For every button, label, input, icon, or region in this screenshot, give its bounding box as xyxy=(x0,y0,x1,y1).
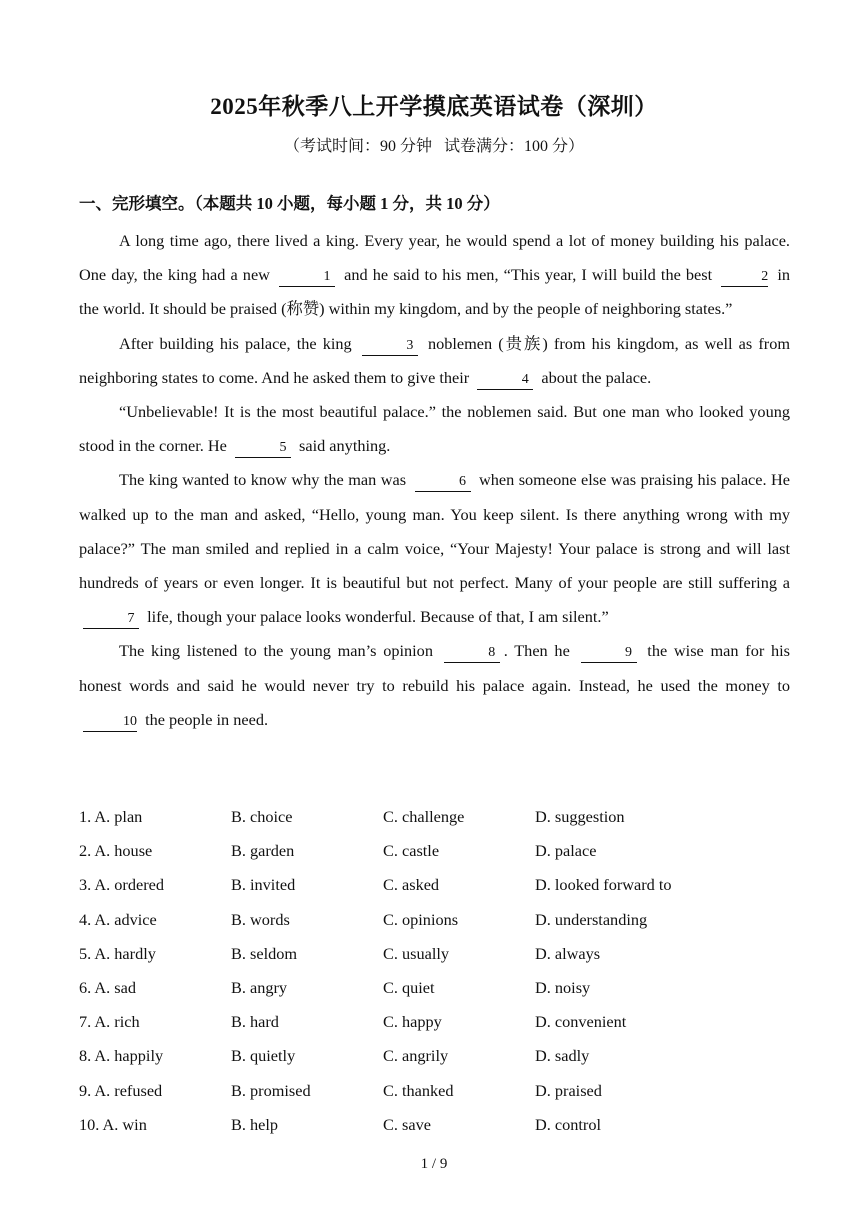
option-a: 9. A. refused xyxy=(79,1080,163,1100)
option-d: D. control xyxy=(535,1114,602,1134)
blank-1: 1 xyxy=(279,268,335,287)
text: about the palace. xyxy=(541,367,652,387)
option-b: B. promised xyxy=(231,1080,311,1100)
option-row-4 xyxy=(79,903,790,937)
option-a: 5. A. hardly xyxy=(79,943,156,963)
blank-8: 8 xyxy=(444,644,500,663)
option-row-6 xyxy=(79,971,790,1005)
option-d: D. always xyxy=(535,943,601,963)
text: . Then he xyxy=(503,641,570,661)
text: A long time ago, there lived a king. Every year, he would spend a lot of money building his palace. One day, the king had a new xyxy=(79,231,790,285)
section-heading: 一、完形填空。（本题共 10 小题，每小题 1 分，共 10 分） xyxy=(79,194,500,213)
option-row-10 xyxy=(79,1108,790,1142)
option-row-1 xyxy=(79,800,790,834)
blank-10: 10 xyxy=(83,713,137,732)
exam-title: 2025年秋季八上开学摸底英语试卷（深圳） xyxy=(210,94,658,119)
option-c: C. opinions xyxy=(383,909,459,929)
text: when someone else was praising his palace. He walked up to the man and asked, “Hello, young man. You keep silent. Is there anything wrong with my palace?” The man smiled and replied in a calm voice, “Your Majesty! Your palace is strong and will last hundreds of years or even longer. It is beautiful but not perfect. Many of your people are still suffering a xyxy=(79,470,791,593)
cloze-passage xyxy=(79,224,790,737)
option-row-2 xyxy=(79,834,790,868)
option-d: D. noisy xyxy=(535,977,591,997)
text: said anything. xyxy=(299,436,391,456)
option-d: D. praised xyxy=(535,1080,602,1100)
option-d: D. looked forward to xyxy=(535,875,672,895)
text: in the world. It should be praised (称赞) within my kingdom, and by the people of neighboring states.” xyxy=(79,265,791,319)
option-c: C. angrily xyxy=(383,1046,449,1066)
option-row-7 xyxy=(79,1005,790,1039)
option-c: C. usually xyxy=(383,943,450,963)
option-d: D. suggestion xyxy=(535,807,625,826)
option-c: C. asked xyxy=(383,875,440,895)
text: the wise man for his honest words and said he would never try to rebuild his palace again. Instead, he used the money to xyxy=(79,641,790,695)
text: and he said to his men, “This year, I will build the best xyxy=(344,265,713,285)
option-d: D. convenient xyxy=(535,1012,627,1032)
blank-9: 9 xyxy=(581,644,637,663)
exam-info xyxy=(0,133,868,156)
blank-3: 3 xyxy=(362,337,418,356)
paragraph-4 xyxy=(79,463,790,634)
option-b: B. seldom xyxy=(231,943,298,963)
option-b: B. invited xyxy=(231,875,296,895)
option-a: 3. A. ordered xyxy=(79,875,164,895)
page-number: 1 / 9 xyxy=(420,1156,448,1172)
blank-6: 6 xyxy=(415,473,471,492)
option-a: 6. A. sad xyxy=(79,977,136,997)
option-row-3 xyxy=(79,868,790,902)
option-b: B. words xyxy=(231,909,290,929)
option-a: 2. A. house xyxy=(79,841,153,861)
exam-score: 试卷满分：100 分） xyxy=(444,138,585,155)
option-a: 4. A. advice xyxy=(79,909,157,929)
option-b: B. angry xyxy=(231,977,288,997)
option-c: C. quiet xyxy=(383,977,435,997)
text: noblemen (贵族) from his kingdom, as well as from neighboring states to come. And he asked them to give their xyxy=(79,333,791,387)
blank-5: 5 xyxy=(235,439,291,458)
option-c: C. challenge xyxy=(383,807,465,826)
paragraph-2 xyxy=(79,327,790,395)
text: The king wanted to know why the man was xyxy=(119,470,407,490)
text: the people in need. xyxy=(145,709,269,729)
option-b: B. garden xyxy=(231,841,295,861)
option-b: B. hard xyxy=(231,1012,279,1032)
option-a: 8. A. happily xyxy=(79,1046,164,1066)
exam-time: （考试时间：90 分钟 xyxy=(283,138,432,155)
option-a: 1. A. plan xyxy=(79,807,143,826)
answer-options xyxy=(79,800,790,1142)
text: After building his palace, the king xyxy=(119,333,352,353)
text: The king listened to the young man’s opinion xyxy=(119,641,433,661)
option-a: 7. A. rich xyxy=(79,1012,140,1032)
option-d: D. palace xyxy=(535,841,597,861)
text: “Unbelievable! It is the most beautiful palace.” the noblemen said. But one man who looked young stood in the corner. He xyxy=(79,402,790,456)
option-a: 10. A. win xyxy=(79,1114,147,1134)
option-d: D. understanding xyxy=(535,909,648,929)
option-row-8 xyxy=(79,1039,790,1073)
option-c: C. save xyxy=(383,1114,431,1134)
paragraph-1 xyxy=(79,224,790,327)
blank-2: 2 xyxy=(721,268,768,287)
option-c: C. castle xyxy=(383,841,440,861)
option-b: B. quietly xyxy=(231,1046,296,1066)
option-b: B. choice xyxy=(231,807,293,826)
option-c: C. thanked xyxy=(383,1080,454,1100)
blank-7: 7 xyxy=(83,610,139,629)
option-c: C. happy xyxy=(383,1012,442,1032)
blank-4: 4 xyxy=(477,371,533,390)
text: life, though your palace looks wonderful. Because of that, I am silent.” xyxy=(147,607,609,627)
paragraph-3 xyxy=(79,395,790,463)
option-b: B. help xyxy=(231,1114,279,1134)
option-row-9 xyxy=(79,1074,790,1108)
option-row-5 xyxy=(79,937,790,971)
paragraph-5 xyxy=(79,634,790,737)
option-d: D. sadly xyxy=(535,1046,590,1066)
